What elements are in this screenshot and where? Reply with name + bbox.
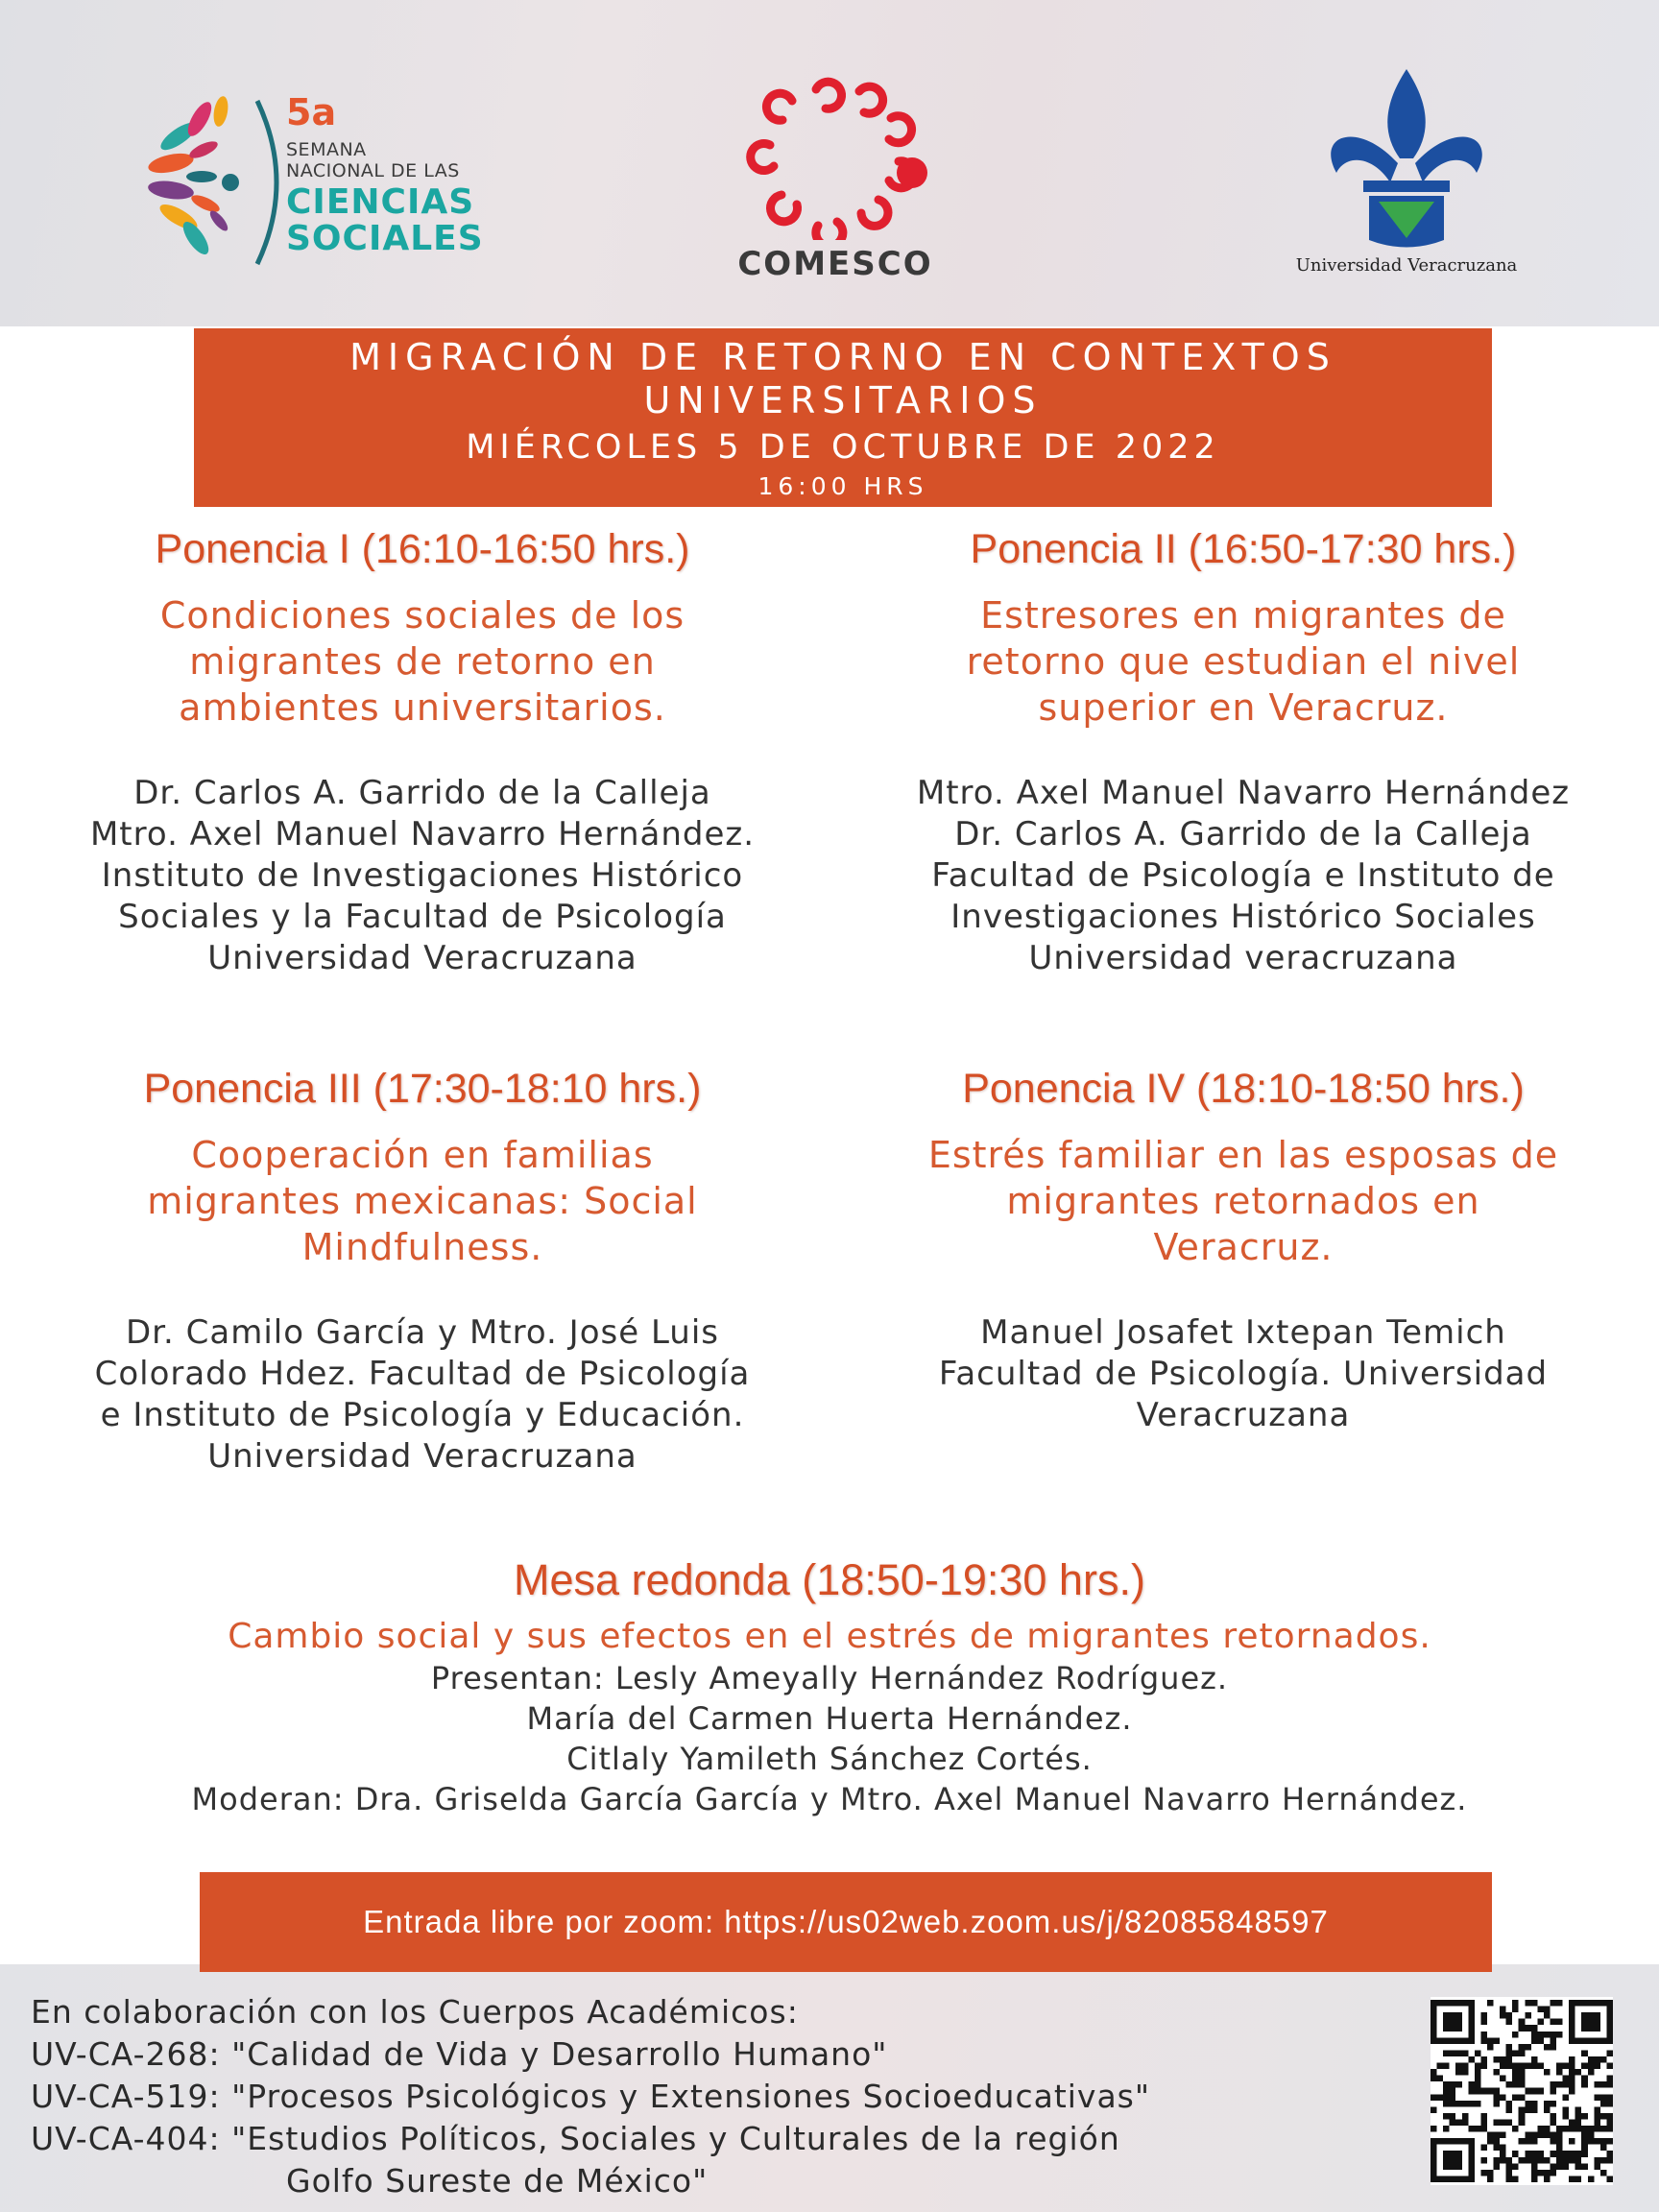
comesco-emblem-icon (710, 72, 960, 240)
author-line: Dr. Camilo García y Mtro. José Luis (125, 1313, 719, 1352)
author-line: Mtro. Axel Manuel Navarro Hernández (916, 774, 1571, 812)
mesa-title: Cambio social y sus efectos en el estrés de migrantes retornados. (228, 1617, 1431, 1656)
ponencia-title-line: Estresores en migrantes de (980, 594, 1506, 637)
ponencia-title-line: Condiciones sociales de los (159, 594, 685, 637)
sncs-line-3: CIENCIAS (286, 182, 475, 222)
author-line: Colorado Hdez. Facultad de Psicología (94, 1355, 751, 1393)
ponencia-title-line: superior en Veracruz. (1038, 686, 1449, 729)
author-line: Veracruzana (1136, 1396, 1351, 1434)
author-line: Investigaciones Histórico Sociales (950, 898, 1536, 936)
collaboration-line: Golfo Sureste de México" (286, 2162, 709, 2200)
author-line: Universidad veracruzana (1028, 939, 1458, 977)
author-line: Instituto de Investigaciones Histórico (101, 856, 744, 895)
ponencia-authors (845, 773, 1642, 979)
author-line: Facultad de Psicología. Universidad (938, 1355, 1549, 1393)
mesa-line: Moderan: Dra. Griselda García García y Mtro. Axel Manuel Navarro Hernández. (191, 1781, 1468, 1817)
ponencia-2 (845, 526, 1642, 979)
event-title (194, 336, 1492, 422)
author-line: Mtro. Axel Manuel Navarro Hernández. (89, 815, 756, 854)
collaboration-line: UV-CA-519: "Procesos Psicológicos y Extensiones Socioeducativas" (31, 2078, 1151, 2115)
ponencia-heading: Ponencia II (16:50-17:30 hrs.) (970, 526, 1517, 572)
qr-code-icon (1431, 1997, 1613, 2185)
mesa-heading: Mesa redonda (18:50-19:30 hrs.) (514, 1555, 1145, 1604)
ponencia-title (845, 1132, 1642, 1270)
ponencia-4 (845, 1066, 1642, 1436)
event-title-banner (194, 328, 1492, 507)
event-title-line-1: MIGRACIÓN DE RETORNO EN CONTEXTOS (349, 336, 1336, 378)
mesa-line: María del Carmen Huerta Hernández. (526, 1700, 1133, 1737)
ponencia-title-line: Estrés familiar en las esposas de (927, 1134, 1559, 1176)
ponencia-3 (38, 1066, 806, 1478)
event-date: MIÉRCOLES 5 DE OCTUBRE DE 2022 (466, 428, 1220, 467)
ponencia-title-line: retorno que estudian el nivel (966, 640, 1521, 683)
collaboration-line: UV-CA-268: "Calidad de Vida y Desarrollo Humano" (31, 2035, 888, 2073)
author-line: Universidad Veracruzana (207, 1437, 637, 1476)
mesa-line: Presentan: Lesly Ameyally Hernández Rodríguez. (430, 1660, 1229, 1696)
author-line: e Instituto de Psicología y Educación. (100, 1396, 745, 1434)
ponencia-title (38, 592, 806, 731)
comesco-logo (710, 72, 960, 283)
mesa-line: Citlaly Yamileth Sánchez Cortés. (566, 1741, 1093, 1777)
ponencia-title-line: migrantes de retorno en (189, 640, 656, 683)
comesco-name: COMESCO (737, 245, 933, 283)
event-hour: 16:00 HRS (757, 472, 928, 500)
ponencia-heading: Ponencia IV (18:10-18:50 hrs.) (962, 1066, 1525, 1112)
ponencia-heading: Ponencia III (17:30-18:10 hrs.) (143, 1066, 702, 1112)
qr-code[interactable] (1431, 1997, 1613, 2185)
uv-logo (1267, 67, 1546, 288)
sncs-line-4: SOCIALES (286, 219, 484, 258)
author-line: Sociales y la Facultad de Psicología (118, 898, 727, 936)
ponencia-authors (38, 1312, 806, 1478)
ponencia-title-line: Cooperación en familias (191, 1134, 654, 1176)
ponencia-title-line: migrantes mexicanas: Social (147, 1180, 698, 1222)
sncs-edition: 5a (286, 91, 337, 133)
ponencia-heading: Ponencia I (16:10-16:50 hrs.) (155, 526, 690, 572)
collaboration-line: UV-CA-404: "Estudios Políticos, Sociales y Culturales de la región (31, 2120, 1120, 2157)
fleur-de-lis-icon (1267, 67, 1546, 250)
ponencia-title (845, 592, 1642, 731)
event-title-line-2: UNIVERSITARIOS (643, 379, 1043, 421)
author-line: Universidad Veracruzana (207, 939, 637, 977)
collaboration-heading: En colaboración con los Cuerpos Académicos: (31, 1993, 799, 2031)
uv-name: Universidad Veracruzana (1295, 255, 1518, 276)
ponencia-authors (845, 1312, 1642, 1436)
sncs-line-2: NACIONAL DE LAS (286, 160, 460, 181)
author-line: Manuel Josafet Ixtepan Temich (980, 1313, 1506, 1352)
ponencia-authors (38, 773, 806, 979)
collaboration-section (31, 1991, 1413, 2202)
ponencia-title-line: Mindfulness. (301, 1226, 543, 1268)
sncs-petal-icon (123, 91, 286, 274)
ponencia-title-line: Veracruz. (1153, 1226, 1334, 1268)
mesa-redonda (0, 1555, 1659, 1819)
ponencia-1 (38, 526, 806, 979)
author-line: Dr. Carlos A. Garrido de la Calleja (133, 774, 711, 812)
author-line: Dr. Carlos A. Garrido de la Calleja (954, 815, 1532, 854)
ponencia-title (38, 1132, 806, 1270)
author-line: Facultad de Psicología e Instituto de (931, 856, 1555, 895)
sncs-logo (123, 91, 488, 274)
ponencia-title-line: migrantes retornados en (1006, 1180, 1480, 1222)
zoom-link[interactable]: Entrada libre por zoom: https://us02web.zoom.us/j/82085848597 (200, 1872, 1492, 1972)
sncs-line-1: SEMANA (286, 139, 367, 160)
ponencia-title-line: ambientes universitarios. (179, 686, 666, 729)
